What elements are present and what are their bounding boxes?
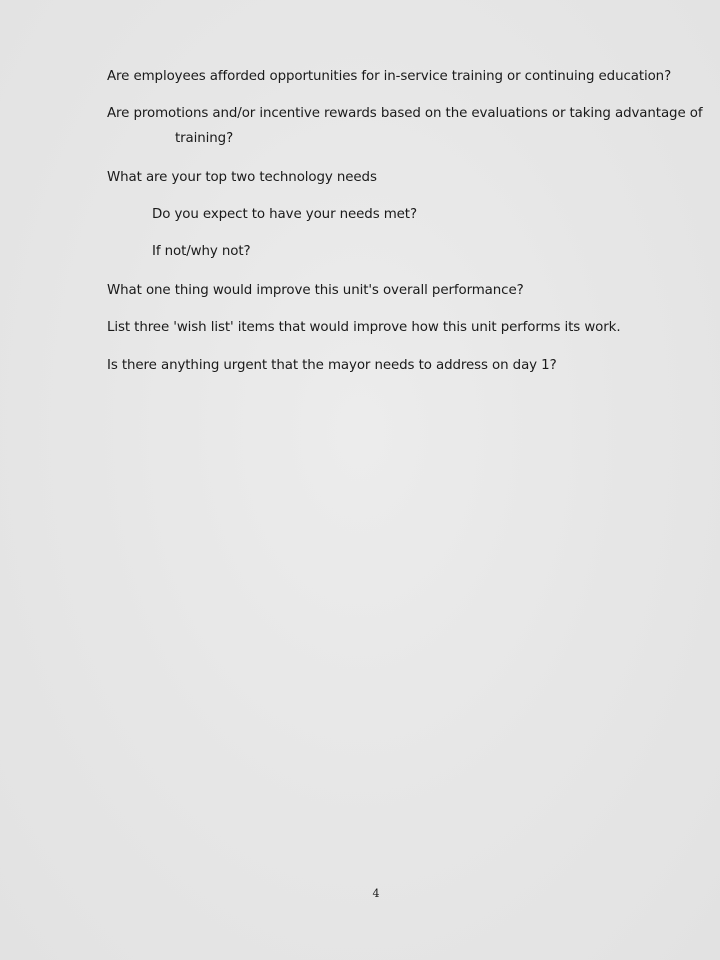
question-promotions-continued: training? [175,131,234,146]
question-training: Are employees afforded opportunities for in-service training or continuing education? [107,69,672,84]
question-urgent-day-one: Is there anything urgent that the mayor needs to address on day 1? [107,358,557,373]
question-wish-list: List three 'wish list' items that would improve how this unit performs its work. [107,320,621,335]
page-number: 4 [372,887,380,900]
question-promotions: Are promotions and/or incentive rewards based on the evaluations or taking advantage of [107,106,703,121]
question-technology-needs: What are your top two technology needs [107,170,377,185]
subquestion-why-not: If not/why not? [152,244,251,259]
subquestion-needs-met: Do you expect to have your needs met? [152,207,417,222]
question-improve-performance: What one thing would improve this unit's overall performance? [107,283,524,298]
